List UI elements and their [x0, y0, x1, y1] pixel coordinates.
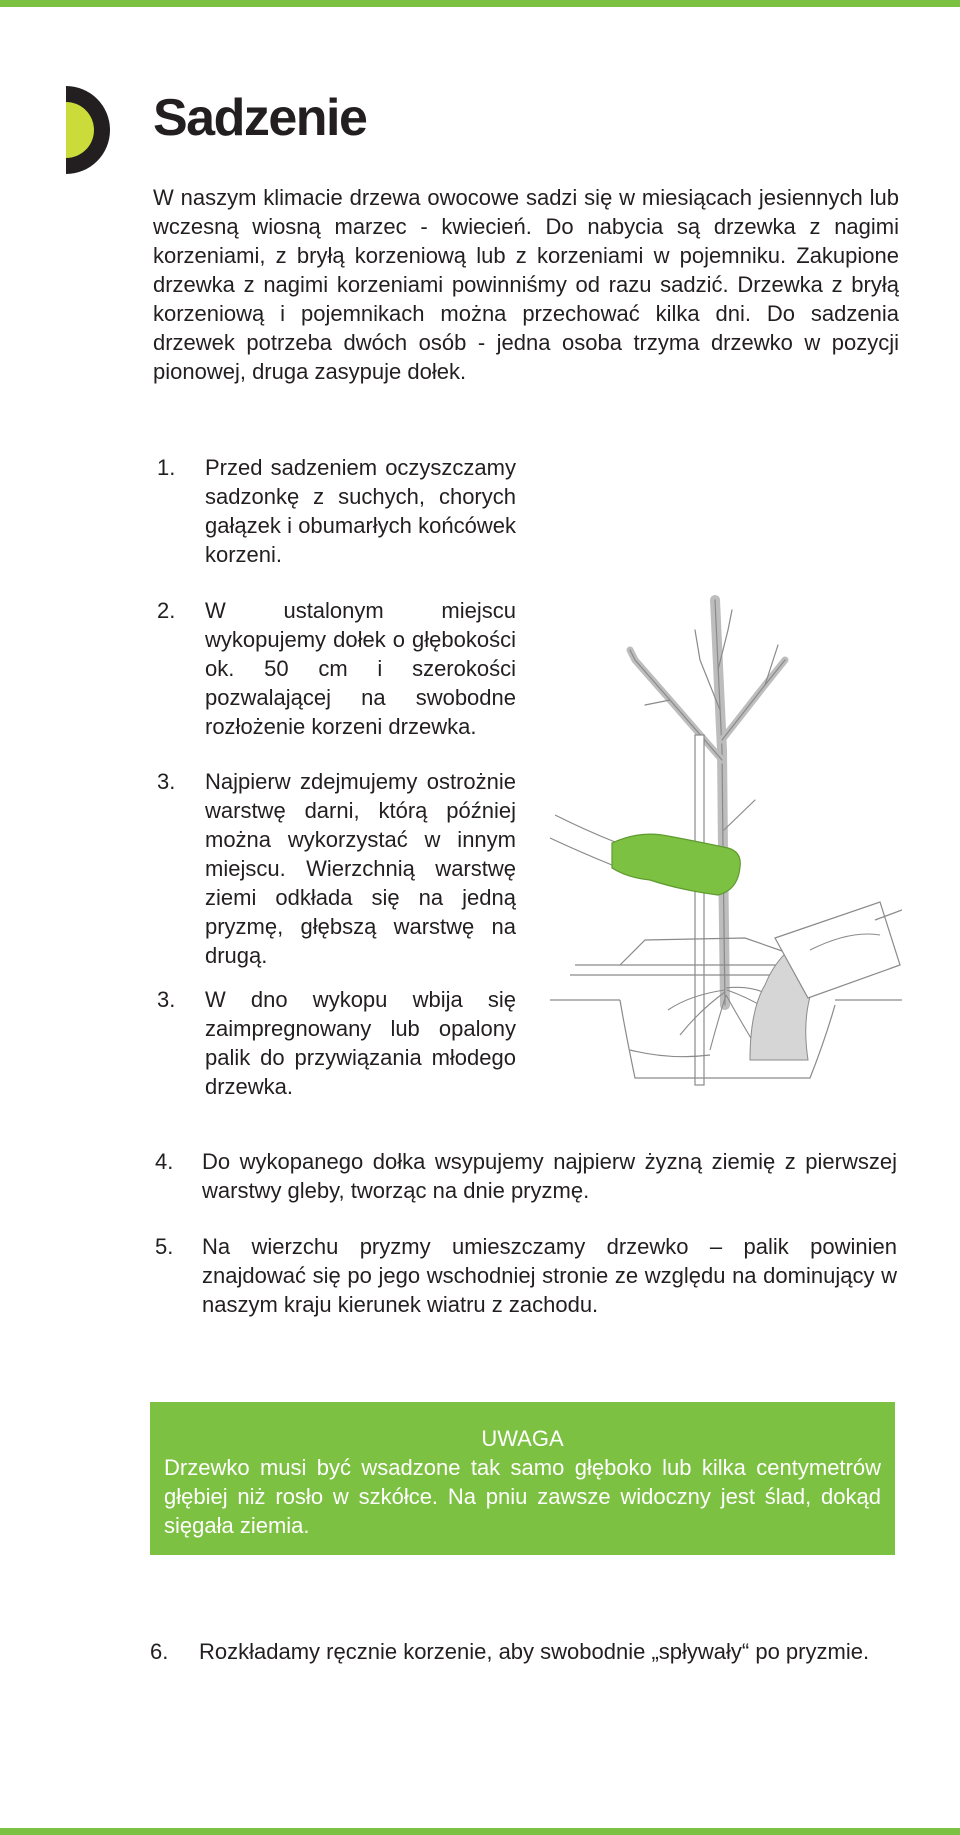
note-body: Drzewko musi być wsadzone tak samo głęboko lub kilka centymetrów głębiej niż rosło w szkółce. Na pniu zawsze widoczny jest ślad, dokąd sięgała ziemia. [164, 1455, 881, 1538]
step-item [155, 1232, 897, 1332]
tree-planting-illustration [550, 590, 902, 1100]
step-text: Rozkładamy ręcznie korzenie, aby swobodnie „spływały“ po pryzmie. [199, 1639, 870, 1664]
page-title: Sadzenie [153, 89, 367, 147]
step-item [157, 453, 516, 573]
step-item [157, 767, 516, 972]
step-number: 2. [157, 598, 176, 623]
step-text: Na wierzchu pryzmy umieszczamy drzewko – palik powinien znajdować się po jego wschodniej stronie ze względu na dominujący w naszym kraju kierunek wiatru z zachodu. [202, 1234, 897, 1317]
step-item [157, 596, 516, 746]
section-bullet-icon [66, 86, 112, 174]
step-item [157, 985, 516, 1105]
step-text: Przed sadzeniem oczyszczamy sadzonkę z suchych, chorych gałązek i obumarłych końcówek korzeni. [205, 455, 516, 567]
top-accent-bar [0, 0, 960, 7]
step-number: 3. [157, 769, 176, 794]
step-number: 3. [157, 987, 176, 1012]
step-text: W ustalonym miejscu wykopujemy dołek o głębokości ok. 50 cm i szerokości pozwalającej na swobodne rozłożenie korzeni drzewka. [205, 598, 516, 739]
step-text: Najpierw zdejmujemy ostrożnie warstwę darni, którą później można wykorzystać w innym miejscu. Wierzchnią warstwę ziemi odkłada się na jedną pryzmę, głębszą warstwę na drugą. [205, 769, 516, 968]
step-number: 6. [150, 1639, 169, 1664]
step-item [150, 1637, 870, 1707]
step-item [155, 1147, 897, 1217]
step-text: Do wykopanego dołka wsypujemy najpierw żyzną ziemię z pierwszej warstwy gleby, tworząc na dnie pryzmę. [202, 1149, 897, 1203]
warning-note-box [150, 1402, 895, 1555]
note-title: UWAGA [481, 1426, 564, 1451]
intro-paragraph: W naszym klimacie drzewa owocowe sadzi się w miesiącach jesiennych lub wczesną wiosną marzec - kwiecień. Do nabycia są drzewka z nagimi korzeniami, z bryłą korzeniową lub z korzeniami w pojemniku. Zakupione drzewka z nagimi korzeniami powinniśmy od razu sadzić. Drzewka z bryłą korzeniową i pojemnikach można przechować kilka dni. Do sadzenia drzewek potrzeba dwóch osób - jedna osoba trzyma drzewko w pozycji pionowej, druga zasypuje dołek. [153, 185, 899, 384]
step-text: W dno wykopu wbija się zaimpregnowany lub opalony palik do przywiązania młodego drzewka. [205, 987, 516, 1099]
step-number: 5. [155, 1234, 174, 1259]
step-number: 1. [157, 455, 176, 480]
step-number: 4. [155, 1149, 174, 1174]
bottom-accent-bar [0, 1828, 960, 1835]
